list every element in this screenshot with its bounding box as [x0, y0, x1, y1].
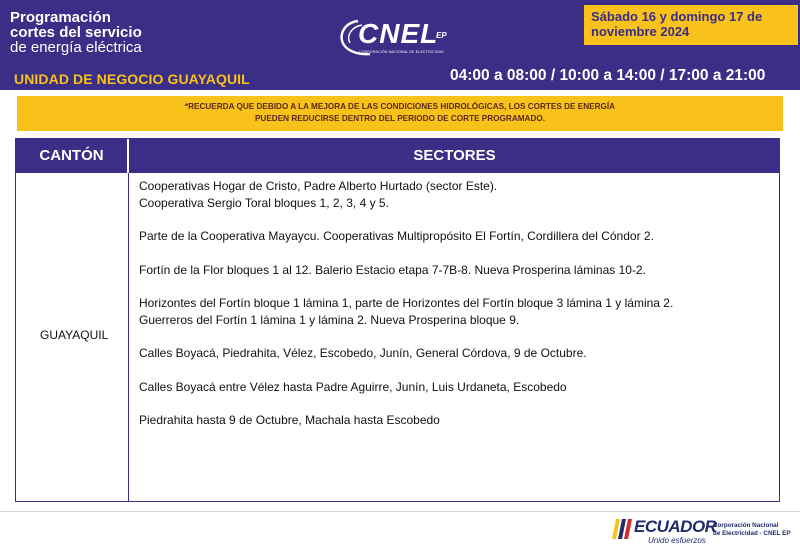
canton-cell: GUAYAQUIL: [40, 328, 109, 342]
title-line-2: cortes del servicio: [10, 24, 142, 41]
sector-line: Cooperativas Hogar de Cristo, Padre Alberto Hurtado (sector Este).: [139, 179, 498, 193]
sector-line: Horizontes del Fortín bloque 1 lámina 1, parte de Horizontes del Fortín bloque 3 lámina 1 y lámina 2.: [139, 296, 674, 310]
column-header-canton: CANTÓN: [16, 139, 128, 173]
logo-subtitle: CORPORACIÓN NACIONAL DE ELECTRICIDAD: [359, 50, 444, 54]
sector-line: Calles Boyacá entre Vélez hasta Padre Aguirre, Junín, Luis Urdaneta, Escobedo: [139, 379, 567, 394]
corporation-label: [713, 522, 791, 538]
title-line-3: de energía eléctrica: [10, 39, 142, 56]
sector-line: Calles Boyacá, Piedrahita, Vélez, Escobedo, Junín, General Córdova, 9 de Octubre.: [139, 346, 587, 360]
outage-times: 04:00 a 08:00 / 10:00 a 14:00 / 17:00 a 21:00: [450, 67, 766, 84]
column-divider: [128, 173, 129, 502]
sector-line: Guerreros del Fortín 1 lámina 1 y lámina 2. Nueva Prosperina bloque 9.: [139, 312, 520, 327]
notice-banner: [17, 96, 783, 131]
date-box: [584, 5, 798, 45]
ecuador-stripes-icon: [612, 519, 634, 539]
date-line-1: Sábado 16 y domingo 17 de: [591, 9, 763, 24]
ecuador-wordmark: ECUADOR: [634, 517, 717, 536]
schedule-table: [15, 138, 780, 502]
sector-line: Piedrahita hasta 9 de Octubre, Machala hasta Escobedo: [139, 413, 440, 427]
date-line-2: noviembre 2024: [591, 24, 690, 39]
sector-line: Fortín de la Flor bloques 1 al 12. Balerio Estacio etapa 7-7B-8. Nueva Prosperina láminas 10-2.: [139, 262, 646, 277]
logo-ep: EP: [436, 31, 447, 40]
logo-text: CNEL: [358, 18, 439, 49]
notice-line-1: *RECUERDA QUE DEBIDO A LA MEJORA DE LAS CONDICIONES HIDROLÓGICAS, LOS CORTES DE ENERGÍA: [184, 102, 616, 111]
corp-line-1: Corporación Nacional: [713, 522, 779, 529]
sector-line: Cooperativa Sergio Toral bloques 1, 2, 3, 4 y 5.: [139, 195, 389, 210]
notice-line-2: PUEDEN REDUCIRSE DENTRO DEL PERIODO DE CORTE PROGRAMADO.: [254, 114, 546, 123]
sector-line: Parte de la Cooperativa Mayaycu. Cooperativas Multipropósito El Fortín, Cordillera del Cóndor 2.: [139, 229, 654, 243]
header-banner: [0, 0, 800, 90]
ecuador-slogan: Unido esfuerzos: [648, 536, 706, 545]
column-header-sectores: SECTORES: [129, 139, 780, 173]
cnel-logo: [336, 17, 468, 59]
footer-divider: [0, 511, 800, 512]
page-title: [10, 10, 142, 55]
ecuador-logo: [612, 516, 717, 550]
title-line-1: Programación: [10, 9, 111, 26]
business-unit-label: UNIDAD DE NEGOCIO GUAYAQUIL: [14, 71, 250, 87]
corp-line-2: de Electricidad - CNEL EP: [713, 530, 791, 537]
sectors-cell: [139, 178, 774, 429]
